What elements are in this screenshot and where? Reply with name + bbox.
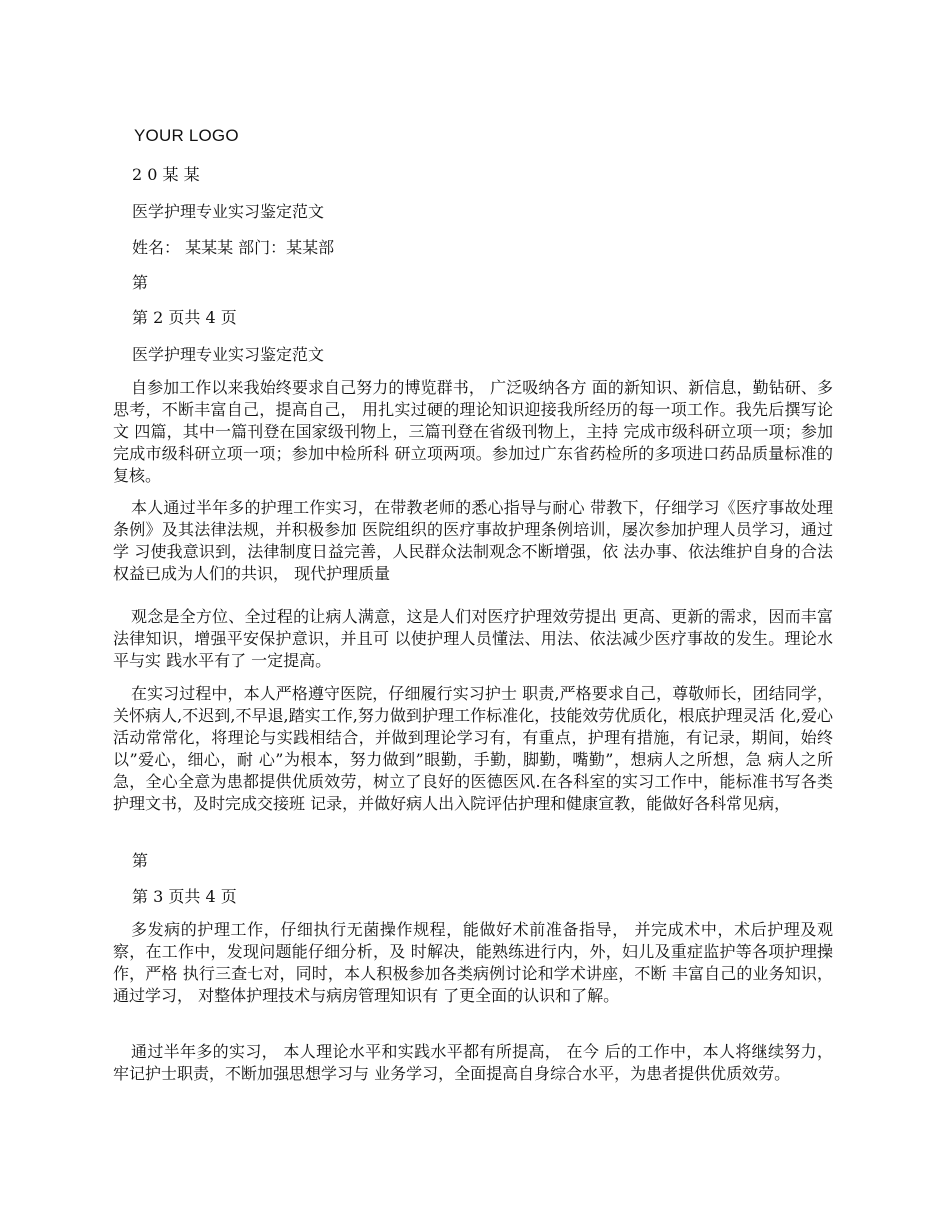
paragraph-nursing-work: 多发病的护理工作，仔细执行无菌操作规程，能做好术前准备指导， 并完成术中，术后护理及观察，在工作中，发现问题能仔细分析，及 时解决，能熟练进行内，外，妇儿及重症监护等各项护理操作，严格 执行三查七对，同时，本人积极参加各类病例讨论和学术讲座，不断 丰富自己的业务知识， 通过学习， 对整体护理技术与病房管理知识有 了更全面的认识和了解。 bbox=[113, 920, 833, 1005]
paragraph-self-study: 自参加工作以来我始终要求自己努力的博览群书， 广泛吸纳各方 面的新知识、新信息，勤钻研、多思考，不断丰富自己，提高自己， 用扎实过硬的理论知识迎接我所经历的每一项工作。我先后撰写论文 四篇，其中一篇刊登在国家级刊物上，三篇刊登在省级刊物上，主持 完成市级科研立项一项；参加完成市级科研立项一项；参加中检所科 研立项两项。参加过广东省药检所的多项进口药品质量标准的复核。 bbox=[113, 378, 833, 485]
paragraph-conclusion: 通过半年多的实习， 本人理论水平和实践水平都有所提高， 在今 后的工作中，本人将继续努力，牢记护士职责，不断加强思想学习与 业务学习，全面提高自身综合水平，为患者提供优质效劳。 bbox=[113, 1042, 833, 1083]
document-title: 医学护理专业实习鉴定范文 bbox=[132, 202, 325, 221]
page-number-label-2: 第 3 页共 4 页 bbox=[132, 887, 237, 906]
name-department-line: 姓名： 某某某 部门：某某部 bbox=[132, 238, 335, 257]
paragraph-legal-awareness: 观念是全方位、全过程的让病人满意，这是人们对医疗护理效劳提出 更高、更新的需求，因而丰富法律知识，增强平安保护意识，并且可 以使护理人员懂法、用法、依法减少医疗事故的发生。理论水平与实 践水平有了 一定提高。 bbox=[113, 607, 833, 670]
page-marker-2: 第 bbox=[132, 851, 149, 870]
page-number-label: 第 2 页共 4 页 bbox=[132, 308, 237, 327]
paragraph-internship-conduct: 在实习过程中，本人严格遵守医院，仔细履行实习护士 职责,严格要求自己，尊敬师长，团结同学，关怀病人,不迟到,不早退,踏实工作,努力做到护理工作标准化，技能效劳优质化，根底护理灵活 化,爱心活动常常化，将理论与实践相结合，并做到理论学习有，有重点，护理有措施，有记录，期间，始终以”爱心，细心，耐 心”为根本，努力做到”眼勤，手勤，脚勤，嘴勤”，想病人之所想，急 病人之所急，全心全意为患都提供优质效劳，树立了良好的医德医风.在各科室的实习工作中，能标准书写各类护理文书，及时完成交接班 记录，并做好病人出入院评估护理和健康宣教，能做好各科常见病， bbox=[113, 684, 833, 813]
year-line: 2 0 某 某 bbox=[132, 165, 200, 184]
logo-text: YOUR LOGO bbox=[134, 126, 239, 145]
paragraph-legal-training: 本人通过半年多的护理工作实习，在带教老师的悉心指导与耐心 带教下，仔细学习《医疗事故处理条例》及其法律法规，并积极参加 医院组织的医疗事故护理条例培训，屡次参加护理人员学习，通过学 习使我意识到，法律制度日益完善，人民群众法制观念不断增强，依 法办事、依法维护自身的合法权益已成为人们的共识， 现代护理质量 bbox=[113, 498, 833, 583]
section-title: 医学护理专业实习鉴定范文 bbox=[132, 345, 325, 364]
page-marker: 第 bbox=[132, 273, 149, 292]
